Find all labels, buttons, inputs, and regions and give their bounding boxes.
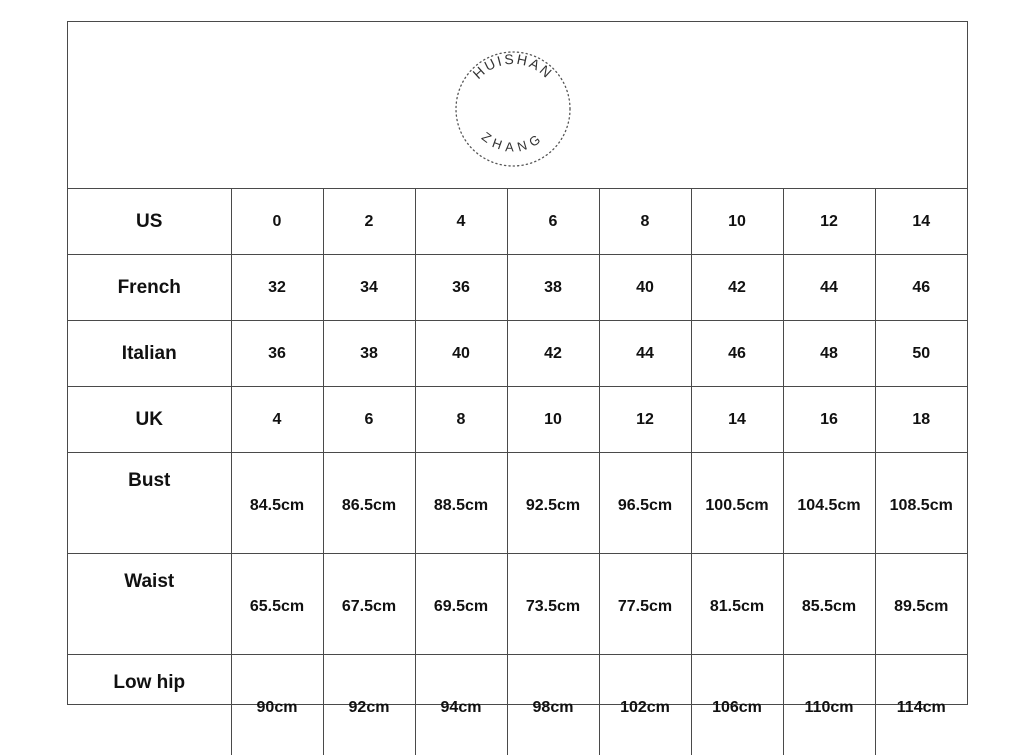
table-cell: 32: [231, 255, 323, 321]
table-cell: 12: [783, 189, 875, 255]
table-cell: 48: [783, 321, 875, 387]
table-cell: 10: [507, 387, 599, 453]
table-cell: 18: [875, 387, 967, 453]
svg-text:ZHANG: [479, 129, 547, 155]
table-cell: 92.5cm: [507, 453, 599, 554]
table-cell: 110cm: [783, 655, 875, 755]
row-label: Waist: [68, 554, 231, 655]
table-cell: 2: [323, 189, 415, 255]
table-cell: 92cm: [323, 655, 415, 755]
table-cell: 6: [323, 387, 415, 453]
table-cell: 100.5cm: [691, 453, 783, 554]
table-cell: 44: [783, 255, 875, 321]
table-cell: 12: [599, 387, 691, 453]
table-cell: 36: [231, 321, 323, 387]
table-row: [68, 321, 967, 387]
size-table: [68, 189, 967, 755]
row-label: French: [68, 255, 231, 321]
table-cell: 8: [599, 189, 691, 255]
table-cell: 73.5cm: [507, 554, 599, 655]
table-cell: 46: [875, 255, 967, 321]
row-label: UK: [68, 387, 231, 453]
table-row: [68, 255, 967, 321]
table-cell: 10: [691, 189, 783, 255]
table-row: [68, 189, 967, 255]
table-cell: 84.5cm: [231, 453, 323, 554]
svg-text:HUISHAN: [470, 51, 557, 82]
table-cell: 102cm: [599, 655, 691, 755]
table-cell: 42: [507, 321, 599, 387]
table-cell: 90cm: [231, 655, 323, 755]
table-cell: 108.5cm: [875, 453, 967, 554]
row-label: US: [68, 189, 231, 255]
table-row: [68, 387, 967, 453]
table-cell: 6: [507, 189, 599, 255]
size-chart: [67, 21, 968, 705]
table-cell: 94cm: [415, 655, 507, 755]
table-cell: 86.5cm: [323, 453, 415, 554]
table-cell: 50: [875, 321, 967, 387]
table-cell: 106cm: [691, 655, 783, 755]
table-cell: 65.5cm: [231, 554, 323, 655]
table-cell: 34: [323, 255, 415, 321]
table-cell: 46: [691, 321, 783, 387]
row-label: Bust: [68, 453, 231, 554]
table-cell: 85.5cm: [783, 554, 875, 655]
table-cell: 42: [691, 255, 783, 321]
table-cell: 38: [507, 255, 599, 321]
table-cell: 4: [415, 189, 507, 255]
table-row: [68, 655, 967, 755]
row-label: Italian: [68, 321, 231, 387]
table-row: [68, 453, 967, 554]
table-cell: 40: [599, 255, 691, 321]
table-cell: 67.5cm: [323, 554, 415, 655]
table-cell: 81.5cm: [691, 554, 783, 655]
table-cell: 36: [415, 255, 507, 321]
header-panel: [68, 22, 967, 189]
logo-bottom-text: ZHANG: [479, 129, 547, 155]
table-cell: 0: [231, 189, 323, 255]
table-cell: 69.5cm: [415, 554, 507, 655]
table-cell: 44: [599, 321, 691, 387]
table-cell: 114cm: [875, 655, 967, 755]
table-cell: 14: [875, 189, 967, 255]
table-cell: 40: [415, 321, 507, 387]
table-cell: 4: [231, 387, 323, 453]
table-cell: 98cm: [507, 655, 599, 755]
table-row: [68, 554, 967, 655]
table-cell: 16: [783, 387, 875, 453]
table-cell: 96.5cm: [599, 453, 691, 554]
table-cell: 89.5cm: [875, 554, 967, 655]
table-cell: 88.5cm: [415, 453, 507, 554]
table-cell: 38: [323, 321, 415, 387]
table-cell: 104.5cm: [783, 453, 875, 554]
table-cell: 14: [691, 387, 783, 453]
brand-logo: [454, 50, 572, 168]
table-cell: 77.5cm: [599, 554, 691, 655]
row-label: Low hip: [68, 655, 231, 755]
table-cell: 8: [415, 387, 507, 453]
logo-top-text: HUISHAN: [470, 51, 557, 82]
